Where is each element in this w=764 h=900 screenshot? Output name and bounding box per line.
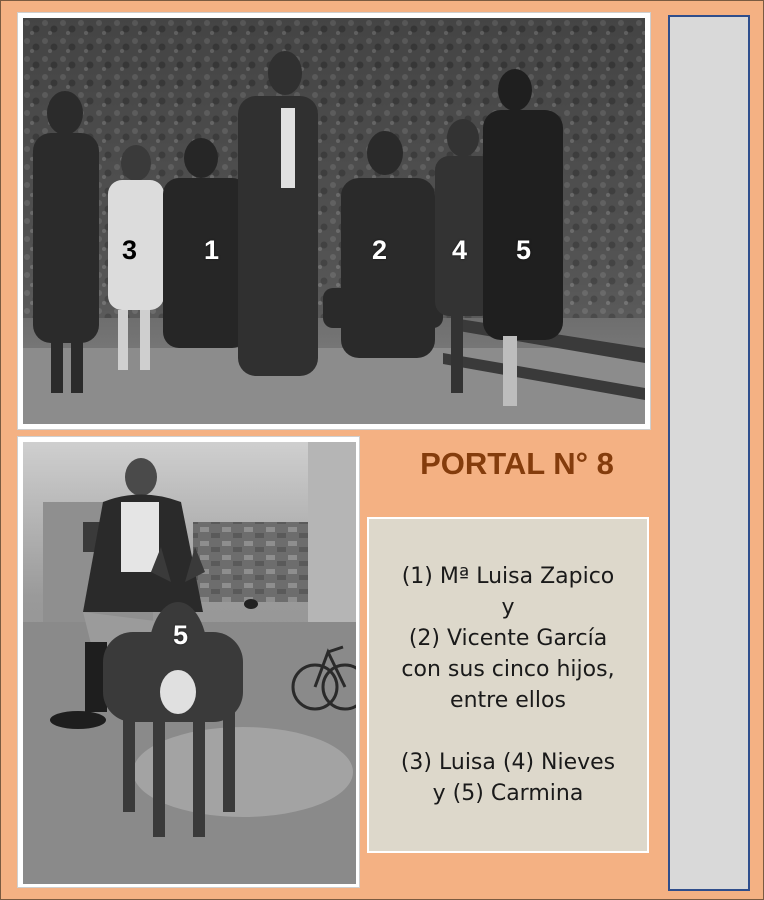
side-panel: [668, 15, 750, 891]
donkey-photo-image: [23, 442, 356, 884]
page-title: PORTAL N° 8: [420, 446, 614, 481]
caption-line: (3) Luisa (4) Nieves: [400, 750, 616, 775]
family-photo-image: [23, 18, 645, 424]
caption-box: [367, 517, 649, 853]
caption-line: (1) Mª Luisa Zapico: [401, 564, 615, 589]
donkey-photo: [17, 436, 360, 888]
person-label-5: 5: [516, 235, 532, 265]
person-label-5-bottom: 5: [173, 620, 189, 650]
caption-line: y (5) Carmina: [432, 781, 584, 806]
person-label-1: 1: [204, 235, 220, 265]
person-label-3: 3: [122, 235, 138, 265]
caption-line: (2) Vicente García: [408, 626, 608, 651]
person-label-2: 2: [372, 235, 388, 265]
caption-line: con sus cinco hijos,: [401, 657, 615, 682]
person-label-4: 4: [452, 235, 468, 265]
caption-line: y: [501, 595, 515, 620]
family-photo: [17, 12, 651, 430]
caption-line: entre ellos: [450, 688, 566, 713]
